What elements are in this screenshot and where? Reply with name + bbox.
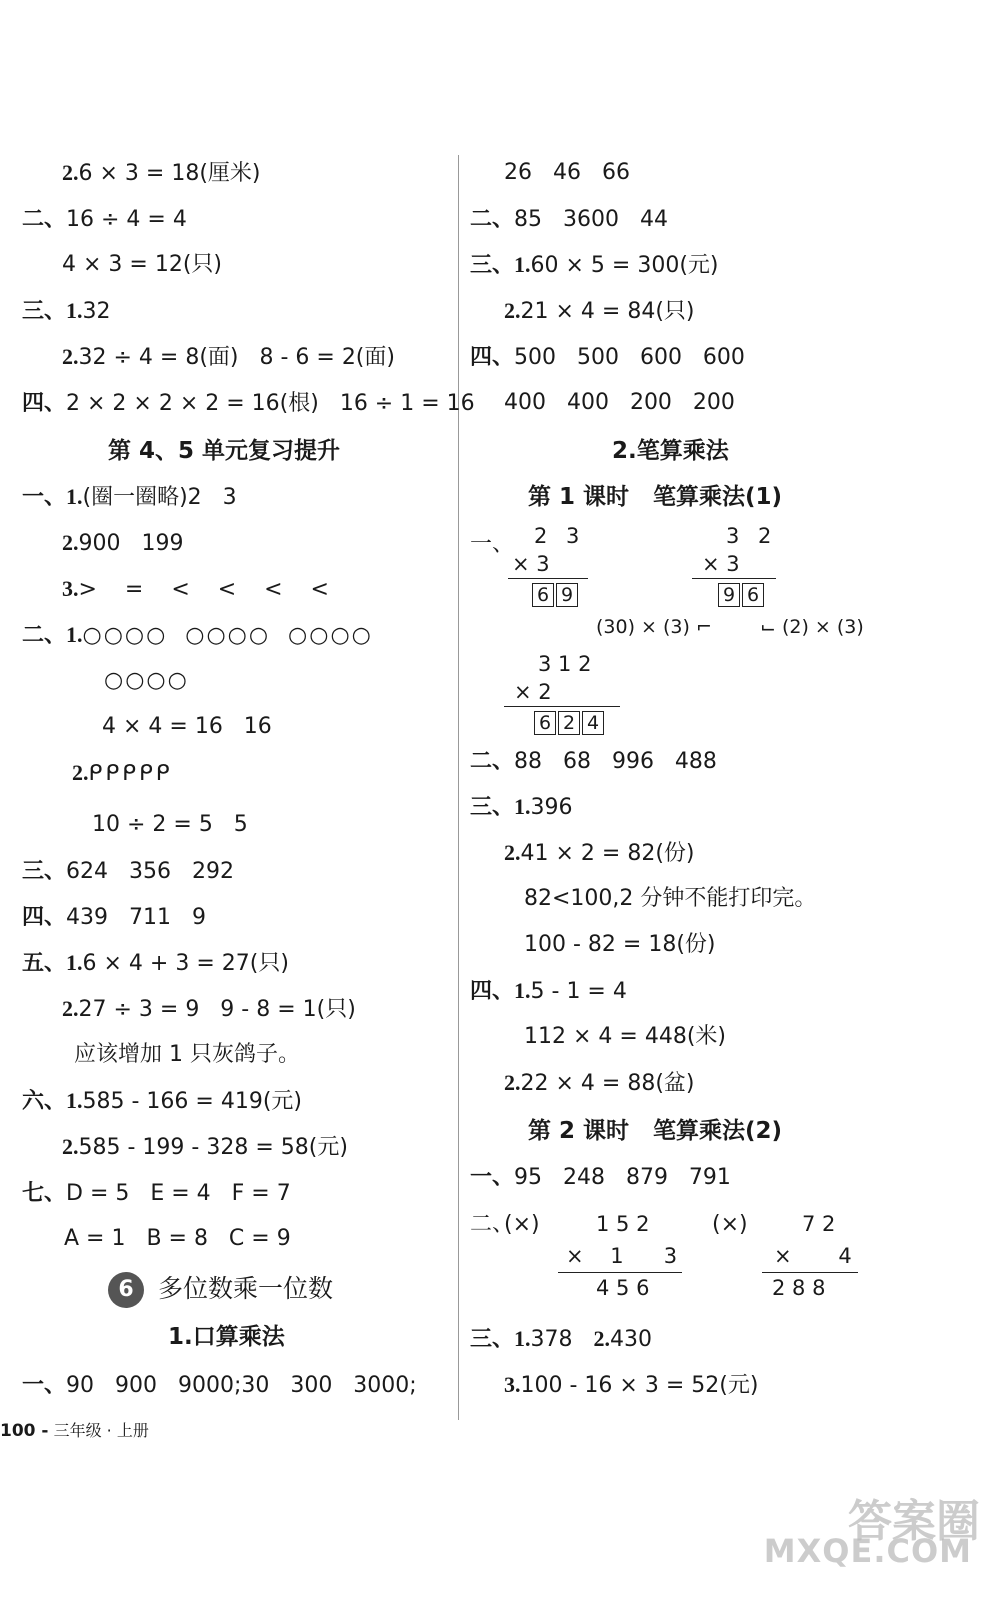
item-number: 2. bbox=[62, 1134, 79, 1159]
calc-result: 2 8 8 bbox=[772, 1276, 826, 1300]
calc-result bbox=[718, 582, 766, 607]
answer-text: 439 711 9 bbox=[66, 905, 206, 930]
item-number: 1. bbox=[514, 252, 531, 277]
answer-line: 100 - 82 = 18(份) bbox=[524, 932, 716, 957]
result-digit-box: 9 bbox=[718, 583, 740, 607]
answer-line bbox=[22, 620, 373, 651]
section-label: 二、 bbox=[470, 1212, 515, 1237]
section-heading: 第 4、5 单元复习提升 bbox=[108, 438, 341, 464]
item-number: 1. bbox=[514, 978, 531, 1003]
calc-note-text: (2) × (3) bbox=[781, 616, 864, 638]
item-number: 1. bbox=[66, 950, 83, 975]
page-number: 100 - bbox=[0, 1421, 49, 1441]
answer-line bbox=[62, 528, 183, 559]
item-number: 1. bbox=[66, 298, 83, 323]
result-digit-box: 4 bbox=[582, 711, 604, 735]
answer-line: 4 × 4 = 16 16 bbox=[102, 714, 272, 739]
answer-text: 2 × 2 × 2 × 2 = 16(根) 16 ÷ 1 = 16 bbox=[66, 391, 475, 416]
answer-line bbox=[470, 250, 719, 281]
section-label: 四、 bbox=[470, 978, 515, 1003]
answer-line bbox=[72, 758, 173, 789]
calc-multiplier: × 3 bbox=[702, 552, 740, 576]
answer-text: > = < < < < bbox=[78, 577, 329, 602]
section-label: 一、 bbox=[22, 1372, 67, 1397]
answer-text: 624 356 292 bbox=[66, 859, 234, 884]
calc-top-number: 1 5 2 bbox=[596, 1212, 650, 1236]
answer-line bbox=[22, 296, 111, 327]
answer-text: 27 ÷ 3 = 9 9 - 8 = 1(只) bbox=[78, 997, 356, 1022]
grade-label: 三年级 · 上册 bbox=[53, 1421, 149, 1440]
answer-line bbox=[470, 976, 627, 1007]
flag-drawing: ᑭᑭᑭᑭᑭ bbox=[88, 761, 173, 786]
answer-text: 41 × 2 = 82(份) bbox=[520, 841, 695, 866]
calc-multiplier: × 2 bbox=[514, 680, 552, 704]
answer-text: 6 × 3 = 18(厘米) bbox=[78, 161, 261, 186]
section-heading: 1.口算乘法 bbox=[168, 1324, 285, 1350]
answer-line bbox=[62, 1132, 348, 1163]
item-number: 2. bbox=[504, 1070, 521, 1095]
answer-text: 396 bbox=[530, 795, 573, 820]
calc-top-number: 2 3 bbox=[534, 524, 586, 548]
section-label: 三、 bbox=[22, 858, 67, 883]
calc-top-number: 7 2 bbox=[802, 1212, 836, 1236]
item-number: 2. bbox=[504, 298, 521, 323]
calc-note-text: (30) × (3) bbox=[596, 616, 690, 638]
section-label: 四、 bbox=[22, 390, 67, 415]
result-digit-box: 9 bbox=[556, 583, 578, 607]
section-label: 二、 bbox=[22, 622, 67, 647]
item-number: 3. bbox=[504, 1372, 521, 1397]
item-number: 2. bbox=[72, 760, 89, 785]
answer-line: 112 × 4 = 448(米) bbox=[524, 1024, 726, 1049]
item-number: 1. bbox=[514, 794, 531, 819]
section-label: 一、 bbox=[470, 1164, 515, 1189]
answer-text: D = 5 E = 4 F = 7 bbox=[66, 1181, 291, 1206]
answer-text: 88 68 996 488 bbox=[514, 749, 717, 774]
answer-text: (圈一圈略)2 3 bbox=[82, 485, 237, 510]
lesson-heading: 第 1 课时 笔算乘法(1) bbox=[528, 484, 783, 510]
item-number: 1. bbox=[66, 484, 83, 509]
answer-line: 4 × 3 = 12(只) bbox=[62, 252, 222, 277]
answer-line bbox=[62, 342, 395, 373]
answer-text: 6 × 4 + 3 = 27(只) bbox=[82, 951, 289, 976]
calc-rule bbox=[504, 706, 620, 707]
item-number: 3. bbox=[62, 576, 79, 601]
answer-text: 95 248 879 791 bbox=[514, 1165, 731, 1190]
result-digit-box: 6 bbox=[742, 583, 764, 607]
answer-line bbox=[22, 1178, 291, 1209]
answer-line bbox=[504, 1370, 758, 1401]
section-label: 四、 bbox=[22, 904, 67, 929]
calc-result bbox=[532, 582, 580, 607]
page-footer bbox=[0, 1418, 149, 1441]
calc-result bbox=[534, 710, 606, 735]
answer-text: 32 ÷ 4 = 8(面) 8 - 6 = 2(面) bbox=[78, 345, 395, 370]
calc-rule bbox=[558, 1272, 682, 1273]
answer-line bbox=[470, 746, 717, 777]
answer-text: 585 - 199 - 328 = 58(元) bbox=[78, 1135, 348, 1160]
calc-rule bbox=[762, 1272, 858, 1273]
section-label: 三、 bbox=[22, 298, 67, 323]
section-label: 一、 bbox=[22, 484, 67, 509]
item-number: 1. bbox=[66, 622, 83, 647]
answer-line: 26 46 66 bbox=[504, 160, 630, 185]
section-label: 七、 bbox=[22, 1180, 67, 1205]
answer-text: 430 bbox=[610, 1327, 652, 1352]
result-digit-box: 6 bbox=[532, 583, 554, 607]
item-number: 2. bbox=[62, 344, 79, 369]
answer-line bbox=[22, 1086, 302, 1117]
calc-multiplier: × 4 bbox=[774, 1244, 852, 1268]
answer-line: 400 400 200 200 bbox=[504, 390, 735, 415]
answer-text: 900 199 bbox=[78, 531, 184, 556]
section-label: 三、 bbox=[470, 1326, 515, 1351]
answer-line bbox=[504, 838, 695, 869]
answer-line: 10 ÷ 2 = 5 5 bbox=[92, 812, 248, 837]
item-number: 2. bbox=[62, 996, 79, 1021]
section-label: 二、 bbox=[22, 206, 67, 231]
calc-note bbox=[596, 612, 712, 642]
answer-text: 5 - 1 = 4 bbox=[530, 979, 627, 1004]
answer-text: 22 × 4 = 88(盆) bbox=[520, 1071, 695, 1096]
judgement-mark: (×) bbox=[504, 1212, 540, 1237]
answer-line bbox=[22, 1370, 417, 1401]
circle-drawing: ○○○○ ○○○○ ○○○○ bbox=[82, 623, 373, 648]
calc-top-number: 3 1 2 bbox=[538, 652, 592, 676]
item-number: 2. bbox=[62, 530, 79, 555]
arrow-icon: ⌙ bbox=[760, 616, 782, 638]
answer-line bbox=[62, 158, 261, 189]
answer-text: 85 3600 44 bbox=[514, 207, 668, 232]
column-divider bbox=[458, 155, 459, 1420]
section-label: 四、 bbox=[470, 344, 515, 369]
item-number: 1. bbox=[66, 1088, 83, 1113]
arrow-icon: ⌐ bbox=[689, 616, 712, 638]
calc-result: 4 5 6 bbox=[596, 1276, 650, 1300]
section-label: 六、 bbox=[22, 1088, 67, 1113]
answer-text: 90 900 9000;30 300 3000; bbox=[66, 1373, 417, 1398]
item-number: 2. bbox=[62, 160, 79, 185]
answer-line bbox=[470, 204, 668, 235]
section-label: 五、 bbox=[22, 950, 67, 975]
answer-line bbox=[470, 792, 573, 823]
unit-title: 多位数乘一位数 bbox=[158, 1274, 334, 1303]
watermark-url: MXQE.COM bbox=[763, 1532, 972, 1570]
section-label: 三、 bbox=[470, 252, 515, 277]
calc-multiplier: × 3 bbox=[512, 552, 550, 576]
answer-line bbox=[470, 342, 745, 373]
watermark-logo: 答案圈 bbox=[848, 1496, 980, 1547]
result-digit-box: 2 bbox=[558, 711, 580, 735]
item-number: 2. bbox=[504, 840, 521, 865]
calc-top-number: 3 2 bbox=[726, 524, 778, 548]
answer-line bbox=[22, 948, 289, 979]
answer-line bbox=[22, 902, 206, 933]
answer-line: 82<100,2 分钟不能打印完。 bbox=[524, 886, 817, 911]
item-number: 1. bbox=[514, 1326, 531, 1351]
calc-rule bbox=[692, 578, 776, 579]
answer-line bbox=[504, 296, 695, 327]
section-label: 一、 bbox=[470, 532, 515, 557]
answer-line bbox=[470, 1324, 652, 1355]
judgement-mark: (×) bbox=[712, 1212, 748, 1237]
answer-text: 100 - 16 × 3 = 52(元) bbox=[520, 1373, 759, 1398]
answer-line bbox=[470, 1162, 731, 1193]
section-heading: 2.笔算乘法 bbox=[612, 438, 729, 464]
answer-text: 585 - 166 = 419(元) bbox=[82, 1089, 303, 1114]
answer-text: 60 × 5 = 300(元) bbox=[530, 253, 719, 278]
answer-line bbox=[504, 1068, 695, 1099]
section-label: 三、 bbox=[470, 794, 515, 819]
item-number: 2. bbox=[593, 1326, 610, 1351]
answer-text: 16 ÷ 4 = 4 bbox=[66, 207, 187, 232]
answer-line bbox=[62, 994, 356, 1025]
answer-line bbox=[22, 482, 237, 513]
answer-text: 500 500 600 600 bbox=[514, 345, 745, 370]
answer-line bbox=[22, 856, 234, 887]
unit-number-badge: 6 bbox=[108, 1272, 144, 1308]
calc-rule bbox=[508, 578, 588, 579]
result-digit-box: 6 bbox=[534, 711, 556, 735]
answer-line bbox=[62, 574, 329, 605]
calc-multiplier: × 1 3 bbox=[566, 1244, 678, 1268]
circle-drawing: ○○○○ bbox=[104, 668, 189, 693]
section-label: 二、 bbox=[470, 748, 515, 773]
answer-text: 378 bbox=[530, 1327, 573, 1352]
calc-note bbox=[760, 612, 864, 642]
answer-text: 21 × 4 = 84(只) bbox=[520, 299, 695, 324]
answer-text: 32 bbox=[82, 299, 111, 324]
section-label: 二、 bbox=[470, 206, 515, 231]
answer-line: 应该增加 1 只灰鸽子。 bbox=[74, 1042, 300, 1067]
answer-line: A = 1 B = 8 C = 9 bbox=[64, 1226, 291, 1251]
lesson-heading: 第 2 课时 笔算乘法(2) bbox=[528, 1118, 783, 1144]
answer-line bbox=[22, 204, 187, 235]
answer-line bbox=[22, 388, 475, 419]
